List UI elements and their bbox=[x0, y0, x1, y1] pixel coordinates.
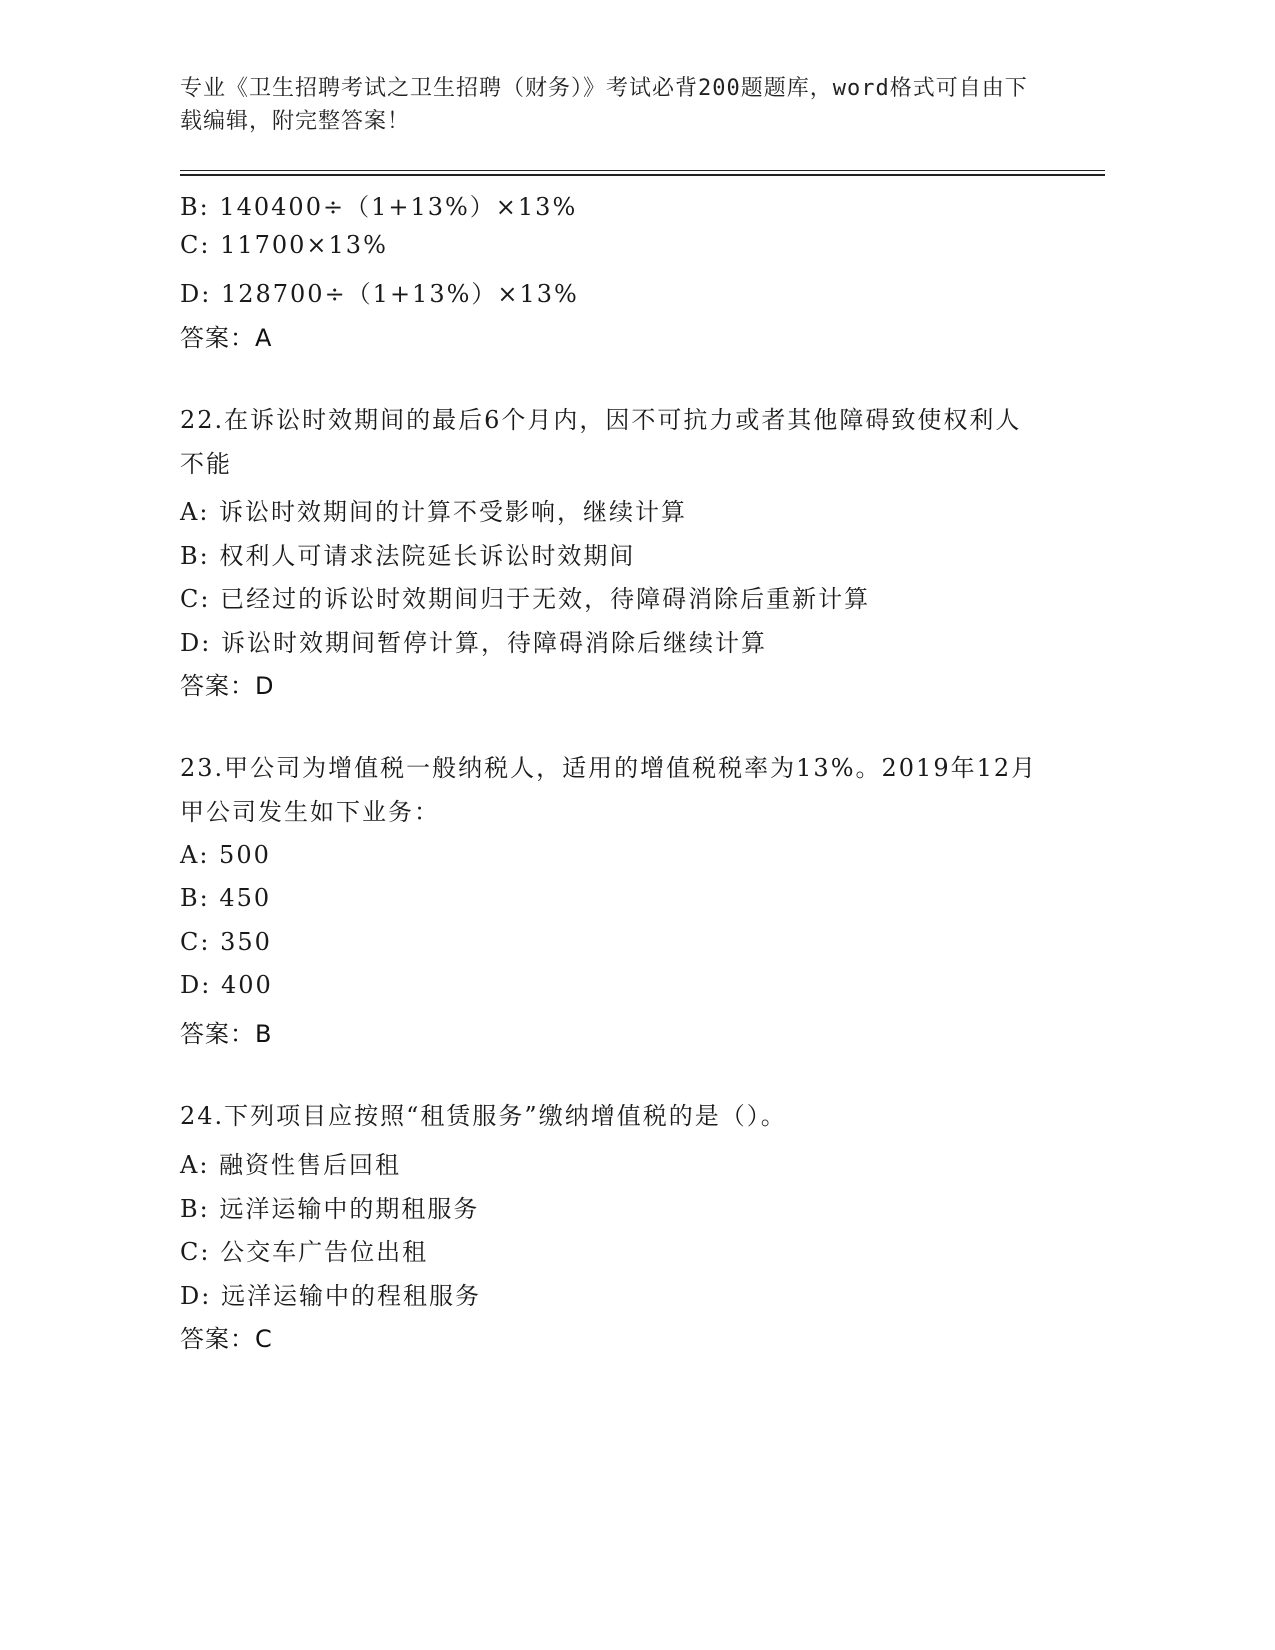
q21-answer: 答案：A bbox=[180, 324, 273, 352]
q21-option-c: C: 11700×13% bbox=[180, 231, 388, 259]
q24-option-a: A: 融资性售后回租 bbox=[180, 1151, 402, 1179]
q24-option-d: D: 远洋运输中的程租服务 bbox=[180, 1282, 481, 1310]
q23-option-c: C: 350 bbox=[180, 928, 272, 956]
q21-option-d: D: 128700÷（1+13%）×13% bbox=[180, 280, 579, 308]
header-divider-thick bbox=[180, 174, 1105, 176]
q22-stem: 22.在诉讼时效期间的最后6个月内，因不可抗力或者其他障碍致使权利人不能 bbox=[180, 406, 1022, 478]
q21-option-b: B: 140400÷（1+13%）×13% bbox=[180, 193, 578, 221]
q22-option-a: A: 诉讼时效期间的计算不受影响，继续计算 bbox=[180, 498, 688, 526]
q22-option-d: D: 诉讼时效期间暂停计算，待障碍消除后继续计算 bbox=[180, 629, 767, 657]
q22-option-c: C: 已经过的诉讼时效期间归于无效，待障碍消除后重新计算 bbox=[180, 585, 871, 613]
q23-answer: 答案：B bbox=[180, 1020, 273, 1048]
document-header: 专业《卫生招聘考试之卫生招聘（财务）》考试必背200题题库，word格式可自由下载编辑，附完整答案！ bbox=[180, 76, 1028, 134]
q24-answer: 答案：C bbox=[180, 1325, 273, 1353]
header-divider-thin bbox=[180, 170, 1105, 171]
q23-option-b: B: 450 bbox=[180, 884, 272, 912]
q23-stem: 23.甲公司为增值税一般纳税人，适用的增值税税率为13%。2019年12月甲公司发生如下业务： bbox=[180, 754, 1038, 826]
q23-option-d: D: 400 bbox=[180, 971, 273, 999]
q24-option-b: B: 远洋运输中的期租服务 bbox=[180, 1195, 480, 1223]
q22-answer: 答案：D bbox=[180, 672, 275, 700]
q24-option-c: C: 公交车广告位出租 bbox=[180, 1238, 429, 1266]
q23-option-a: A: 500 bbox=[180, 841, 271, 869]
q24-stem: 24.下列项目应按照“租赁服务”缴纳增值税的是（）。 bbox=[180, 1102, 787, 1130]
q22-option-b: B: 权利人可请求法院延长诉讼时效期间 bbox=[180, 542, 636, 570]
